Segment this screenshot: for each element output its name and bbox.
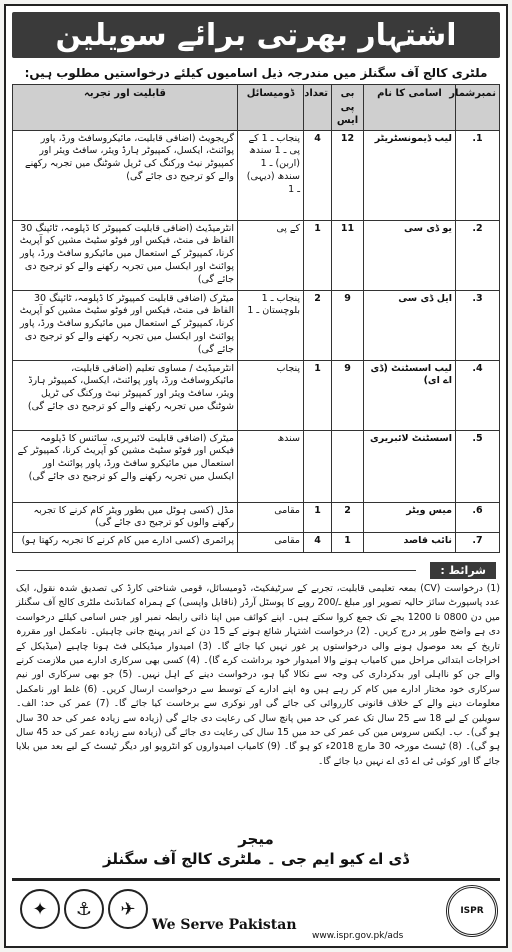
conditions-heading: شرائط :	[430, 562, 496, 579]
row-post: میس ویٹر	[364, 502, 456, 533]
row-post: اسسٹنٹ لائبریری	[364, 430, 456, 502]
row-bps: 2	[332, 502, 364, 533]
table-row	[13, 533, 500, 553]
conditions-text: (1) درخواست (CV) بمعہ تعلیمی قابلیت، تجربے کے سرٹیفکیٹ، ڈومیسائل، قومی شناختی کارڈ کی تصدیق شدہ نقول، ایک عدد پاسپورٹ سائز حالیہ تصویر اور مبلغ ـ/200 روپے کا پوسٹل آرڈر (ناقابل واپسی) کے ہمراہ کمانڈنٹ ملٹری کالج آف سگنلز میں دن 0800 تا 1200 بجے تک جمع کروا سکتے ہیں۔ اپنے کوائف میں اپنا ذاتی رابطہ نمبر اور جس اسامی کیلئے درخواست دی ہے واضح طور پر درج کریں۔ (2) درخواست اشتہار شائع ہونے کے 15 دن کے اندر پہنچ جانی چاہیئں۔ نامکمل اور مقررہ تاریخ کے بعد موصول ہونے والی درخواستوں پر غور نہیں کیا جائے گا۔ (3) امیدوار میڈیکلی فٹ ہونا چاہیے (میڈیکل کے اخراجات ابتدائی مراحل میں کامیاب ہونے والا امیدوار خود برداشت کرے گا)۔ (4) کسی بھی سرکاری ادارے میں ملازمت کرنے والے جن کو نااہلی اور بدکرداری کی وجہ سے نکالا گیا ہو، درخواست دینے کے اہل نہیں۔ (5) جو بھی سرکاری اور نیم سرکاری خود مختار ادارے میں کام کر رہے ہیں وہ اپنے ادارے کے توسط سے درخواست ارسال کریں۔ (6) غلط اور نامکمل معلومات دینے والے کے خلاف قانونی کارروائی کی جائے گی اور نوکری سے برخاست کیا جائے گا۔ (7) عمر کی حد: الف۔ سویلین کے لیے 18 سے 25 سال تک عمر کی حد میں پانچ سال کی رعایت دی جائے گی (زیادہ سے زیادہ عمر کی حد 30 سال ہو گی)۔ ب۔ ایکس سروس مین کی عمر کی حد میں 15 سال کی رعایت دی جائے گی (زیادہ سے زیادہ عمر کی حد 45 سال ہو گی)۔ (8) ٹیسٹ مورخہ 30 مارچ 2018ء کو ہو گا۔ (9) کامیاب امیدواروں کو انٹرویو اور دیگر ٹیسٹ کے لیے بعد میں بلایا جائے گا اور کوئی ٹی اے ڈی اے نہیں دیا جائے گا۔	[16, 583, 501, 767]
row-post: لیب اسسٹنٹ (ڈی اے ای)	[364, 360, 456, 430]
row-domicile: پنجاب	[238, 360, 304, 430]
row-serial: 1.	[456, 130, 500, 220]
row-post: ایل ڈی سی	[364, 290, 456, 360]
table-row	[13, 290, 500, 360]
table-header-row	[13, 85, 500, 131]
signer-unit: ڈی اے کیو ایم جی ۔ ملٹری کالج آف سگنلز	[103, 850, 409, 868]
row-qualification: میٹرک (اضافی قابلیت لائبریری، سائنس کا ڈپلومہ فیکس اور فوٹو سٹیٹ مشین کو آپریٹ کرنا، کمپیوٹر کے استعمال میں مائیکرو سافٹ ورڈ، پاور پوائنٹ اور ایکسل میں تجربہ رکھنے والے کو ترجیح دی جائے گی)	[13, 430, 238, 502]
col-header-qualification: قابلیت اور تجربہ	[13, 85, 238, 131]
website-url: www.ispr.gov.pk/ads	[312, 931, 404, 941]
row-post: نائب قاصد	[364, 533, 456, 553]
conditions-divider	[16, 570, 416, 571]
row-domicile: سندھ	[238, 430, 304, 502]
col-header-bps: بی پی ایس	[332, 85, 364, 131]
row-serial: 6.	[456, 502, 500, 533]
row-domicile: مقامی	[238, 533, 304, 553]
footer	[12, 878, 500, 945]
row-bps: 9	[332, 290, 364, 360]
table-row	[13, 360, 500, 430]
row-bps: 11	[332, 220, 364, 290]
advertisement-page	[4, 4, 508, 948]
row-qualification: پرائمری (کسی ادارے میں کام کرنے کا تجربہ رکھتا ہو)	[13, 533, 238, 553]
row-serial: 3.	[456, 290, 500, 360]
army-emblem-icon: ✦	[20, 889, 60, 929]
row-count: 2	[304, 290, 332, 360]
row-serial: 7.	[456, 533, 500, 553]
row-count	[304, 430, 332, 502]
slogan: We Serve Pakistan	[152, 917, 297, 933]
row-qualification: مڈل (کسی ہوٹل میں بطور ویٹر کام کرنے کا تجربہ رکھنے والوں کو ترجیح دی جائے گی)	[13, 502, 238, 533]
table-row	[13, 220, 500, 290]
row-count: 1	[304, 220, 332, 290]
signature-block	[12, 830, 500, 868]
table-row	[13, 502, 500, 533]
row-count: 1	[304, 360, 332, 430]
row-post: یو ڈی سی	[364, 220, 456, 290]
row-count: 1	[304, 502, 332, 533]
page-title: اشتہار بھرتی برائے سویلین	[12, 12, 500, 58]
table-row	[13, 430, 500, 502]
row-bps: 12	[332, 130, 364, 220]
row-post: لیب ڈیمونسٹریٹر	[364, 130, 456, 220]
row-count: 4	[304, 130, 332, 220]
row-domicile: پنجاب ـ 1 بلوچستان ـ 1	[238, 290, 304, 360]
row-bps	[332, 430, 364, 502]
row-qualification: انٹرمیڈیٹ / مساوی تعلیم (اضافی قابلیت، مائیکروسافٹ ورڈ، پاور پوائنٹ، ایکسل، کمپیوٹر ہارڈ ویئر، سافٹ ویئر اور کمپیوٹر نیٹ ورکنگ کی ٹریل شوٹنگ میں تجربہ رکھنے والے کو ترجیح دی جائے گی)	[13, 360, 238, 430]
table-row	[13, 130, 500, 220]
row-domicile: کے پی	[238, 220, 304, 290]
ispr-seal-icon: ISPR	[446, 885, 498, 937]
row-serial: 2.	[456, 220, 500, 290]
col-header-serial: نمبرشمار	[456, 85, 500, 131]
row-bps: 9	[332, 360, 364, 430]
vacancy-table	[12, 84, 500, 553]
col-header-count: تعداد	[304, 85, 332, 131]
row-count: 4	[304, 533, 332, 553]
airforce-emblem-icon: ✈	[108, 889, 148, 929]
row-serial: 4.	[456, 360, 500, 430]
intro-text: ملٹری کالج آف سگنلز میں مندرجہ ذیل اسامیوں کیلئے درخواستیں مطلوب ہیں:	[24, 66, 488, 80]
row-domicile: پنجاب ـ 1 کے پی ـ 1 سندھ (اربن) ـ 1 سندھ (دیہی) ـ 1	[238, 130, 304, 220]
row-domicile: مقامی	[238, 502, 304, 533]
navy-emblem-icon: ⚓	[64, 889, 104, 929]
row-bps: 1	[332, 533, 364, 553]
row-qualification: گریجویٹ (اضافی قابلیت، مائیکروسافٹ ورڈ، پاور پوائنٹ، ایکسل، کمپیوٹر ہارڈ ویئر، سافٹ ویئر اور کمپیوٹر نیٹ ورکنگ کی ٹریل شوٹنگ میں تجربہ رکھنے والے کو ترجیح دی جائے گی)	[13, 130, 238, 220]
col-header-domicile: ڈومیسائل	[238, 85, 304, 131]
col-header-post: اسامی کا نام	[364, 85, 456, 131]
signer-rank: میجر	[238, 830, 274, 848]
row-serial: 5.	[456, 430, 500, 502]
row-qualification: انٹرمیڈیٹ (اضافی قابلیت کمپیوٹر کا ڈپلومہ، ٹائپنگ 30 الفاظ فی منٹ، فیکس اور فوٹو سٹیٹ مشین کو آپریٹ کرنا، کمپیوٹر کے استعمال میں مائیکرو سافٹ ورڈ، پاور پوائنٹ اور ایکسل میں تجربہ رکھنے والے کو ترجیح دی جائے گی)	[13, 220, 238, 290]
row-qualification: میٹرک (اضافی قابلیت کمپیوٹر کا ڈپلومہ، ٹائپنگ 30 الفاظ فی منٹ، فیکس اور فوٹو سٹیٹ مشین کو آپریٹ کرنا، کمپیوٹر کے استعمال میں مائیکرو سافٹ ورڈ، پاور پوائنٹ اور ایکسل میں تجربہ رکھنے والے کو ترجیح دی جائے گی)	[13, 290, 238, 360]
